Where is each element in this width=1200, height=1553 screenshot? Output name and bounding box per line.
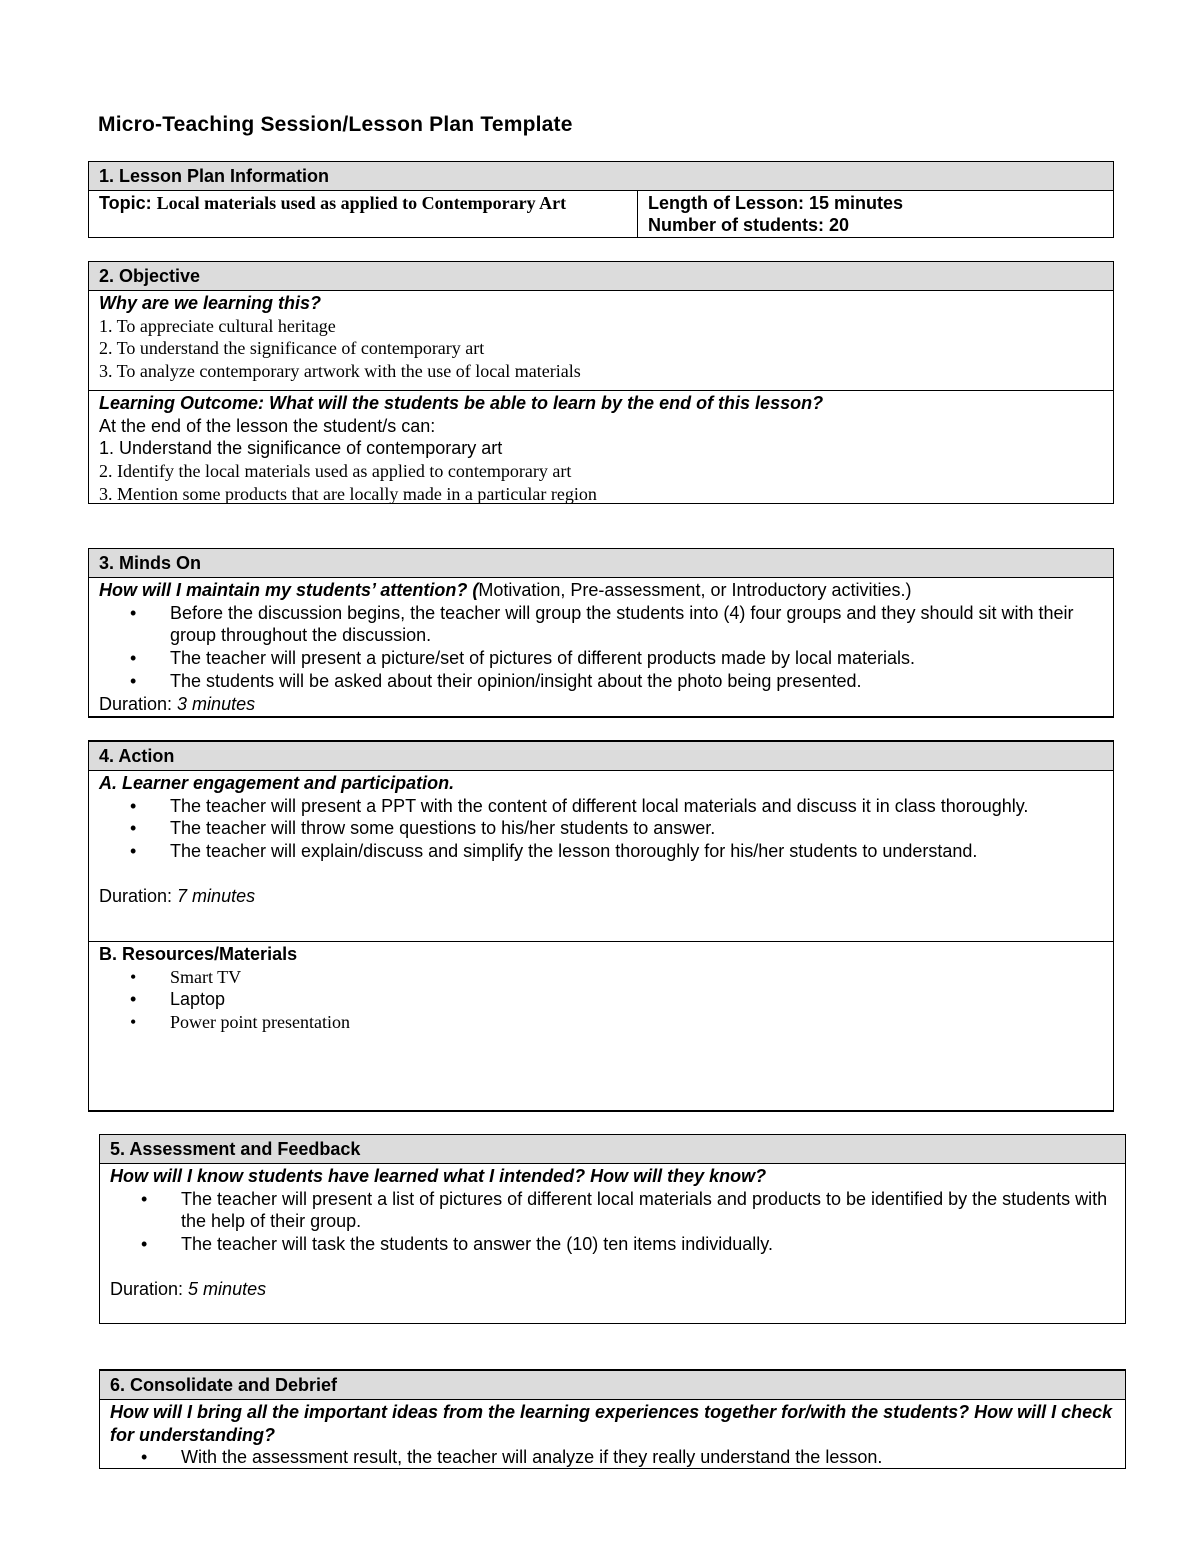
objective-item: 2. To understand the significance of contemporary art [99, 338, 485, 359]
list-item: • With the assessment result, the teacher will analyze if they really understand the lesson. [110, 1446, 1115, 1469]
debrief-cell [100, 1400, 1125, 1471]
list-item: • The teacher will present a list of pictures of different local materials and products to be identified by the students with the help of their group. [110, 1188, 1115, 1233]
minds-on-section [88, 548, 1114, 718]
lesson-stats-cell [638, 191, 1113, 237]
topic-label: Topic: [99, 193, 152, 213]
why-question: Why are we learning this? [99, 293, 322, 313]
topic-cell [89, 191, 638, 237]
outcome-item: 1. Understand the significance of contemporary art [99, 438, 503, 459]
list-item: • Smart TV [99, 966, 1103, 989]
consolidate-debrief-section [99, 1369, 1126, 1469]
duration: Duration: 7 minutes [99, 885, 256, 906]
section-header: 1. Lesson Plan Information [89, 162, 1113, 191]
outcome-question: Learning Outcome: What will the students be able to learn by the end of this lesson? [99, 393, 824, 413]
outcome-item: 2. Identify the local materials used as applied to contemporary art [99, 461, 572, 482]
section-header: 6. Consolidate and Debrief [100, 1371, 1125, 1400]
outcome-intro: At the end of the lesson the student/s can: [99, 415, 436, 436]
lesson-length: Length of Lesson: 15 minutes [648, 193, 904, 213]
lesson-plan-information-section [88, 161, 1114, 238]
section-header: 2. Objective [89, 262, 1113, 291]
learner-engagement-cell [89, 771, 1113, 941]
list-item: • The teacher will present a picture/set of pictures of different products made by local materials. [99, 647, 1103, 670]
objective-item: 3. To analyze contemporary artwork with the use of local materials [99, 361, 581, 382]
assessment-feedback-section [99, 1134, 1126, 1324]
list-item: • Before the discussion begins, the teacher will group the students into (4) four groups and they should sit with their group throughout the discussion. [99, 602, 1103, 647]
action-section [88, 740, 1114, 1112]
resources-cell [89, 941, 1113, 1036]
list-item: • The teacher will explain/discuss and simplify the lesson thoroughly for his/her students to understand. [99, 840, 1103, 863]
debrief-bullets [110, 1446, 1115, 1469]
list-item: • The teacher will throw some questions to his/her students to answer. [99, 817, 1103, 840]
list-item: • The students will be asked about their opinion/insight about the photo being presented. [99, 670, 1103, 693]
why-cell [89, 291, 1113, 390]
section-header: 5. Assessment and Feedback [100, 1135, 1125, 1164]
list-item: • The teacher will task the students to answer the (10) ten items individually. [110, 1233, 1115, 1256]
section-header: 3. Minds On [89, 549, 1113, 578]
assessment-cell [100, 1164, 1125, 1303]
attention-question: How will I maintain my students’ attention? (Motivation, Pre-assessment, or Introductory activities.) [99, 580, 912, 600]
resources-bullets [99, 966, 1103, 1034]
minds-on-cell [89, 578, 1113, 717]
assessment-bullets [110, 1188, 1115, 1256]
debrief-question: How will I bring all the important ideas from the learning experiences together for/with the students? How will I check for understanding? [110, 1402, 1113, 1445]
list-item: • The teacher will present a PPT with the content of different local materials and discuss it in class thoroughly. [99, 795, 1103, 818]
outcome-item: 3. Mention some products that are locally made in a particular region [99, 483, 597, 504]
duration: Duration: 3 minutes [99, 693, 256, 714]
engagement-title: A. Learner engagement and participation. [99, 773, 455, 793]
assessment-question: How will I know students have learned what I intended? How will they know? [110, 1166, 767, 1186]
objective-section [88, 261, 1114, 504]
resources-title: B. Resources/Materials [99, 944, 298, 964]
list-item: • Laptop [99, 988, 1103, 1011]
learning-outcome-cell [89, 390, 1113, 508]
engagement-bullets [99, 795, 1103, 863]
duration: Duration: 5 minutes [110, 1278, 267, 1299]
topic-value: Local materials used as applied to Contemporary Art [156, 193, 567, 213]
section-header: 4. Action [89, 742, 1113, 771]
minds-on-bullets [99, 602, 1103, 693]
list-item: • Power point presentation [99, 1011, 1103, 1034]
objective-item: 1. To appreciate cultural heritage [99, 315, 336, 336]
student-count: Number of students: 20 [648, 215, 850, 235]
page-title: Micro-Teaching Session/Lesson Plan Template [98, 113, 573, 136]
